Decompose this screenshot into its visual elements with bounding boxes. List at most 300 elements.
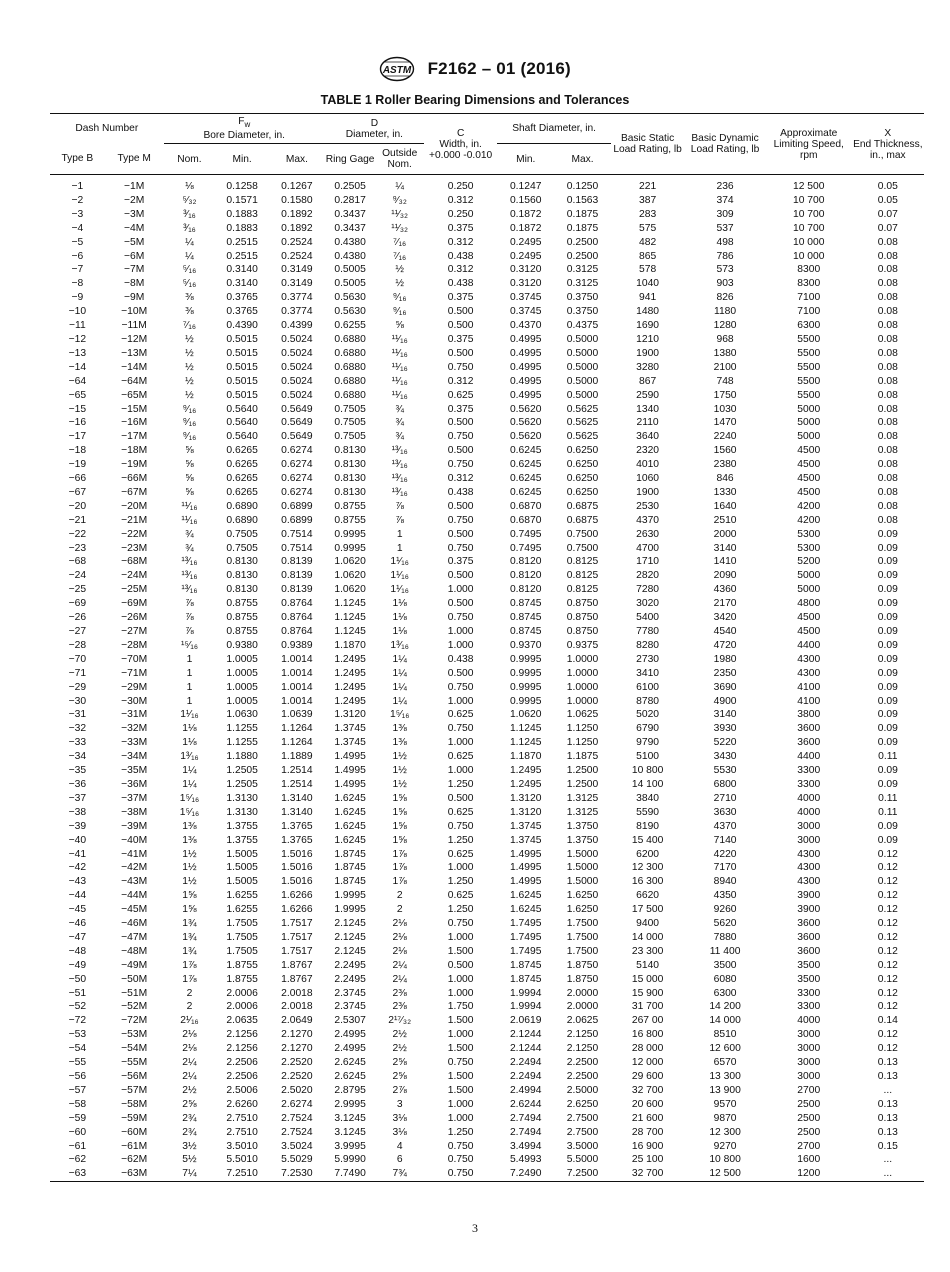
shaft-max-cell: 1.6250	[566, 904, 599, 916]
fw-nom-cell: 1⅛	[182, 723, 197, 735]
fw-nom-cell: ⅝	[185, 473, 194, 485]
fw-nom-cell: ½	[185, 375, 194, 387]
limiting-speed-cell: 5500	[797, 347, 821, 359]
shaft-min-cell: 2.7494	[509, 1112, 542, 1124]
dynamic-load-cell: 9570	[713, 1098, 737, 1110]
dynamic-load-cell: 12 600	[709, 1043, 741, 1055]
static-load-cell: 1340	[636, 403, 660, 415]
static-load-cell: 15 000	[631, 973, 664, 985]
fw-min-cell: 0.9380	[226, 639, 258, 651]
fw-min-cell: 2.5006	[226, 1084, 258, 1096]
end-thickness-header: X End Thickness, in., max	[853, 127, 923, 161]
table-row	[50, 889, 924, 903]
static-load-cell: 31 700	[631, 1001, 664, 1013]
fw-min-cell: 2.2506	[226, 1071, 258, 1082]
shaft-max-cell: 2.5000	[566, 1084, 599, 1096]
type-b-cell: −49	[68, 959, 87, 971]
type-m-cell: −40M	[121, 834, 148, 846]
c-width-cell: 0.500	[447, 598, 474, 610]
dynamic-load-cell: 5620	[713, 918, 737, 930]
shaft-max-cell: 0.8750	[566, 626, 599, 637]
ring-gage-cell: 0.9995	[334, 542, 366, 554]
end-thickness-cell: 0.08	[877, 306, 898, 318]
fw-nom-cell: 2¼	[182, 1071, 197, 1082]
table-row	[50, 1042, 924, 1056]
shaft-max-cell: 1.7500	[566, 918, 599, 930]
ring-gage-cell: 0.6255	[334, 320, 366, 332]
end-thickness-cell: 0.12	[877, 848, 898, 860]
fw-max-cell: 0.3149	[281, 278, 313, 290]
shaft-max-cell: 2.2500	[566, 1071, 599, 1082]
shaft-max-cell: 0.8750	[566, 612, 599, 624]
fw-nom-cell: ½	[185, 389, 194, 401]
limiting-speed-cell: 3000	[797, 1043, 821, 1055]
shaft-min-cell: 0.2495	[509, 236, 542, 248]
shaft-min-cell: 2.0619	[509, 1015, 542, 1027]
fw-max-cell: 1.1264	[281, 737, 313, 749]
dynamic-load-cell: 2510	[713, 514, 737, 526]
c-width-cell: 0.500	[447, 320, 474, 332]
outside-nom-cell: 2½	[392, 1029, 407, 1041]
type-m-cell: −61M	[121, 1140, 148, 1152]
ring-gage-cell: 2.1245	[334, 945, 366, 957]
outside-nom-cell: 1¼	[392, 695, 407, 707]
end-thickness-cell: 0.08	[877, 292, 898, 304]
type-m-cell: −52M	[121, 1001, 148, 1013]
c-width-cell: 0.750	[447, 1154, 474, 1166]
type-m-cell: −17M	[121, 431, 148, 443]
fw-nom-cell: 1	[186, 667, 193, 679]
shaft-min-cell: 0.3745	[509, 292, 542, 304]
shaft-min-cell: 0.6870	[509, 500, 542, 512]
shaft-max-cell: 1.0000	[566, 653, 599, 665]
c-width-cell: 0.625	[447, 890, 474, 902]
end-thickness-cell: 0.12	[877, 890, 898, 902]
dynamic-load-cell: 1030	[713, 403, 737, 415]
fw-max-cell: 0.8139	[281, 584, 313, 596]
type-m-cell: −70M	[121, 653, 148, 665]
shaft-min-cell: 0.4995	[509, 333, 542, 345]
ring-gage-cell: 2.2495	[334, 959, 366, 971]
ring-gage-cell: 1.4995	[334, 751, 366, 763]
outside-nom-cell: 1⅛	[392, 626, 407, 637]
type-m-cell: −2M	[124, 194, 145, 206]
type-b-cell: −30	[68, 695, 87, 707]
shaft-min-cell: 0.9995	[509, 681, 542, 693]
outside-nom-cell: ¹¹⁄₃₂	[391, 208, 409, 220]
shaft-min-cell: 0.7495	[509, 542, 542, 554]
outside-nom-cell: 1	[396, 542, 403, 554]
limiting-speed-cell: 5000	[797, 403, 821, 415]
fw-min-cell: 0.2515	[226, 250, 258, 262]
static-load-cell: 2590	[636, 389, 660, 401]
ring-gage-cell: 0.5630	[334, 292, 366, 304]
fw-min-cell: 1.0005	[226, 653, 258, 665]
shaft-max-cell: 0.6875	[566, 500, 599, 512]
fw-nom-cell: ³⁄₁₆	[183, 208, 196, 220]
dynamic-load-cell: 4220	[713, 848, 737, 860]
fw-min-cell: 0.8130	[226, 556, 258, 568]
ring-gage-cell: 0.8755	[334, 514, 366, 526]
limiting-speed-cell: 5500	[797, 375, 821, 387]
fw-nom-cell: 1¾	[182, 945, 197, 957]
outside-nom-cell: ¼	[395, 181, 404, 192]
outside-nom-cell: 1⅜	[392, 737, 407, 749]
fw-max-cell: 2.2520	[281, 1057, 313, 1069]
table-row	[50, 514, 924, 528]
static-load-cell: 2320	[636, 445, 660, 457]
limiting-speed-cell: 7100	[797, 306, 821, 318]
fw-nom-cell: 1½	[182, 862, 197, 874]
c-width-cell: 1.000	[447, 1029, 474, 1041]
fw-nom-cell: ¹³⁄₁₆	[181, 584, 198, 596]
fw-min-cell: 1.6255	[226, 890, 258, 902]
static-load-cell: 6100	[636, 681, 660, 693]
fw-nom-cell: ¾	[185, 528, 194, 540]
fw-max-cell: 0.6899	[281, 514, 313, 526]
ring-gage-cell: 1.1245	[334, 626, 366, 637]
fw-min-cell: 0.5015	[226, 361, 258, 373]
type-b-cell: −10	[68, 306, 87, 318]
outside-nom-cell: 2⅛	[392, 945, 407, 957]
ring-gage-cell: 1.1245	[334, 612, 366, 624]
dynamic-load-cell: 374	[716, 194, 734, 206]
fw-nom-cell: ³⁄₁₆	[183, 222, 196, 234]
limiting-speed-cell: 4300	[797, 876, 821, 888]
shaft-min-cell: 0.6245	[509, 486, 542, 498]
fw-max-cell: 0.6274	[281, 459, 313, 471]
type-m-cell: −37M	[121, 792, 148, 804]
shaft-min-cell: 2.2494	[509, 1071, 542, 1082]
shaft-max-cell: 1.0000	[566, 695, 599, 707]
dynamic-load-cell: 786	[716, 250, 734, 262]
limiting-speed-cell: 4100	[797, 695, 821, 707]
ring-gage-cell: 1.6245	[334, 820, 366, 832]
dynamic-load-header: Basic Dynamic Load Rating, lb	[690, 133, 760, 155]
outside-nom-cell: 2⅝	[392, 1057, 407, 1069]
logo-text: ASTM	[382, 65, 412, 76]
shaft-min-cell: 2.7494	[509, 1126, 542, 1138]
shaft-max-cell: 0.7500	[566, 542, 599, 554]
c-width-cell: 0.500	[447, 347, 474, 359]
table-row	[50, 222, 924, 236]
fw-max-cell: 0.2524	[281, 236, 313, 248]
type-m-cell: −7M	[124, 264, 145, 276]
c-width-cell: 0.312	[447, 473, 474, 485]
limiting-speed-cell: 4300	[797, 653, 821, 665]
static-load-cell: 865	[639, 250, 657, 262]
outside-nom-cell: ⁹⁄₃₂	[392, 194, 407, 206]
ring-gage-cell: 0.8130	[334, 459, 366, 471]
table-row	[50, 583, 924, 597]
ring-gage-cell: 7.7490	[334, 1168, 366, 1180]
table-row	[50, 486, 924, 500]
type-b-cell: −34	[68, 751, 87, 763]
fw-nom-cell: 2⅛	[182, 1043, 197, 1055]
c-width-cell: 0.750	[447, 1140, 474, 1152]
static-load-cell: 8190	[636, 820, 660, 832]
c-width-cell: 0.750	[447, 681, 474, 693]
fw-max-header: Max.	[285, 153, 308, 165]
shaft-max-cell: 0.1875	[566, 208, 599, 220]
c-width-cell: 0.625	[447, 806, 474, 818]
static-load-cell: 1040	[636, 278, 660, 290]
shaft-min-cell: 1.8745	[509, 973, 542, 985]
shaft-min-cell: 0.5620	[509, 403, 542, 415]
outside-nom-cell: 1³⁄₁₆	[390, 639, 409, 651]
table-row	[50, 931, 924, 945]
ring-gage-cell: 1.6245	[334, 792, 366, 804]
ring-gage-cell: 1.1870	[334, 639, 366, 651]
table-row	[50, 959, 924, 973]
fw-max-cell: 2.0018	[281, 1001, 313, 1013]
ring-gage-cell: 2.5307	[334, 1015, 366, 1027]
static-load-cell: 1900	[636, 486, 660, 498]
fw-max-cell: 0.5024	[281, 361, 313, 373]
fw-max-cell: 5.5029	[281, 1154, 313, 1166]
fw-min-cell: 0.8130	[226, 570, 258, 582]
fw-max-cell: 2.6274	[281, 1098, 313, 1110]
fw-max-cell: 1.5016	[281, 876, 313, 888]
dynamic-load-cell: 3630	[713, 806, 737, 818]
shaft-min-cell: 0.6870	[509, 514, 542, 526]
shaft-min-cell: 0.6245	[509, 445, 542, 457]
outside-nom-cell: 1¹⁄₁₆	[390, 556, 409, 568]
shaft-max-cell: 2.6250	[566, 1098, 599, 1110]
static-load-cell: 21 600	[631, 1112, 664, 1124]
fw-min-cell: 2.1256	[226, 1043, 258, 1055]
shaft-min-cell: 1.4995	[509, 876, 542, 888]
fw-max-cell: 1.0639	[281, 709, 313, 721]
dash-number-header: Dash Number	[75, 123, 139, 135]
type-m-cell: −47M	[121, 931, 148, 943]
type-b-cell: −18	[68, 445, 87, 457]
table-row	[50, 903, 924, 917]
dynamic-load-cell: 2240	[713, 431, 737, 443]
limiting-speed-cell: 3000	[797, 820, 821, 832]
outside-nom-cell: ¾	[395, 403, 404, 415]
ring-gage-cell: 0.6880	[334, 375, 366, 387]
end-thickness-cell: 0.11	[878, 806, 898, 818]
c-width-header: C Width, in. +0.000 -0.010	[429, 127, 493, 161]
c-width-cell: 1.500	[447, 1071, 474, 1082]
fw-max-cell: 0.5649	[281, 403, 313, 415]
fw-nom-cell: ⅝	[185, 486, 194, 498]
ring-gage-cell: 1.0620	[334, 556, 366, 568]
ring-gage-cell: 1.4995	[334, 778, 366, 790]
shaft-min-cell: 2.6244	[509, 1098, 542, 1110]
fw-max-cell: 1.0014	[281, 695, 313, 707]
shaft-max-cell: 0.5000	[566, 347, 599, 359]
ring-gage-cell: 2.3745	[334, 1001, 366, 1013]
type-m-cell: −65M	[121, 389, 148, 401]
limiting-speed-cell: 5500	[797, 389, 821, 401]
table-row	[50, 1140, 924, 1154]
type-m-cell: −42M	[121, 862, 148, 874]
end-thickness-cell: 0.15	[877, 1140, 898, 1152]
outside-nom-cell: ¹¹⁄₁₆	[391, 347, 408, 359]
limiting-speed-cell: 10 700	[792, 194, 825, 206]
fw-nom-cell: ⁹⁄₁₆	[182, 431, 197, 443]
shaft-min-cell: 1.9994	[509, 987, 542, 999]
dynamic-load-cell: 4370	[713, 820, 737, 832]
static-load-header: Basic Static Load Rating, lb	[613, 133, 682, 155]
shaft-max-cell: 0.7500	[566, 528, 599, 540]
outside-nom-cell: 1⅝	[392, 834, 407, 846]
table-row	[50, 625, 924, 639]
fw-min-cell: 1.7505	[226, 931, 258, 943]
type-m-cell: −31M	[121, 709, 148, 721]
shaft-min-header: Min.	[516, 153, 536, 165]
end-thickness-cell: 0.09	[877, 667, 898, 679]
type-m-cell: −26M	[121, 612, 148, 624]
fw-nom-cell: 1¾	[182, 918, 197, 930]
table-row	[50, 1153, 924, 1167]
type-b-cell: −2	[71, 194, 84, 206]
table-row	[50, 444, 924, 458]
end-thickness-cell: 0.13	[877, 1126, 898, 1138]
type-b-cell: −35	[68, 765, 87, 777]
fw-nom-cell: ⅛	[185, 181, 194, 192]
outside-nom-cell: 2⅜	[392, 987, 407, 999]
static-load-cell: 23 300	[631, 945, 664, 957]
dynamic-load-cell: 6800	[713, 778, 737, 790]
fw-min-cell: 1.1880	[226, 751, 258, 763]
fw-max-cell: 0.1892	[281, 222, 313, 234]
shaft-max-cell: 0.3125	[566, 278, 599, 290]
static-load-cell: 7280	[636, 584, 660, 596]
shaft-min-cell: 0.5620	[509, 417, 542, 429]
end-thickness-cell: 0.12	[877, 1001, 898, 1013]
end-thickness-cell: 0.09	[877, 542, 898, 554]
ring-gage-cell: 0.4380	[334, 236, 366, 248]
limiting-speed-cell: 4400	[797, 639, 821, 651]
shaft-min-cell: 2.4994	[509, 1084, 542, 1096]
limiting-speed-cell: 4000	[797, 1015, 821, 1027]
static-load-cell: 16 900	[631, 1140, 664, 1152]
fw-nom-cell: 2½	[182, 1084, 197, 1096]
fw-min-cell: 0.6890	[226, 500, 258, 512]
fw-max-cell: 1.0014	[281, 667, 313, 679]
end-thickness-cell: 0.08	[877, 320, 898, 332]
dynamic-load-cell: 968	[716, 333, 734, 345]
fw-nom-cell: 1³⁄₁₆	[180, 751, 199, 763]
outside-nom-cell: 1¼	[392, 653, 407, 665]
shaft-diameter-header: Shaft Diameter, in.	[497, 114, 611, 144]
table-row	[50, 722, 924, 736]
shaft-max-cell: 0.8125	[566, 570, 599, 582]
fw-nom-cell: 1½	[182, 848, 197, 860]
type-b-cell: −43	[68, 876, 87, 888]
limiting-speed-cell: 3600	[797, 737, 821, 749]
static-load-cell: 5140	[636, 959, 660, 971]
document-header	[0, 56, 950, 82]
shaft-max-cell: 1.3125	[566, 792, 599, 804]
shaft-min-cell: 0.5620	[509, 431, 542, 443]
dynamic-load-cell: 12 500	[709, 1168, 741, 1180]
outside-nom-cell: 1⅛	[392, 598, 407, 610]
type-b-cell: −5	[71, 236, 84, 248]
shaft-max-cell: 0.6250	[566, 459, 599, 471]
type-b-cell: −36	[68, 778, 87, 790]
c-width-cell: 0.500	[447, 570, 474, 582]
dynamic-load-cell: 3140	[713, 542, 737, 554]
ring-gage-cell: 2.2495	[334, 973, 366, 985]
type-b-cell: −68	[68, 556, 87, 568]
fw-nom-cell: ⁵⁄₁₆	[182, 278, 197, 290]
fw-max-cell: 0.9389	[281, 639, 313, 651]
table-row	[50, 333, 924, 347]
c-width-cell: 0.500	[447, 959, 474, 971]
ring-gage-cell: 0.3437	[334, 208, 366, 220]
astm-logo-icon	[379, 56, 415, 82]
type-m-cell: −28M	[121, 639, 148, 651]
type-b-cell: −20	[68, 500, 87, 512]
fw-min-cell: 2.0006	[226, 1001, 258, 1013]
fw-nom-cell: 1	[186, 653, 193, 665]
fw-nom-cell: 1⅞	[182, 973, 197, 985]
shaft-max-cell: 0.5000	[566, 361, 599, 373]
dynamic-load-cell: 3420	[713, 612, 737, 624]
outside-nom-cell: 4	[396, 1140, 403, 1152]
c-width-cell: 1.750	[447, 1001, 474, 1013]
fw-nom-cell: ¾	[185, 542, 194, 554]
c-width-cell: 0.500	[447, 445, 474, 457]
table-row	[50, 361, 924, 375]
fw-nom-cell: 2¹⁄₁₆	[180, 1015, 199, 1027]
type-m-cell: −1M	[124, 181, 145, 192]
type-m-cell: −4M	[124, 222, 145, 234]
c-width-cell: 0.625	[447, 389, 474, 401]
ring-gage-cell: 2.6245	[334, 1057, 366, 1069]
ring-gage-cell: 2.3745	[334, 987, 366, 999]
static-load-cell: 20 600	[631, 1098, 664, 1110]
ring-gage-cell: 0.8755	[334, 500, 366, 512]
fw-min-cell: 0.5015	[226, 389, 258, 401]
static-load-cell: 16 800	[631, 1029, 664, 1041]
fw-min-cell: 0.5640	[226, 417, 258, 429]
shaft-min-cell: 0.1872	[509, 208, 542, 220]
fw-min-cell: 1.3130	[226, 792, 258, 804]
dynamic-load-cell: 6300	[713, 987, 737, 999]
shaft-min-cell: 3.4994	[509, 1140, 542, 1152]
type-b-cell: −22	[68, 528, 87, 540]
type-m-cell: −49M	[121, 959, 148, 971]
outside-nom-cell: ¹¹⁄₃₂	[391, 222, 409, 234]
limiting-speed-cell: 5000	[797, 570, 821, 582]
type-m-cell: −36M	[121, 778, 148, 790]
ring-gage-cell: 2.1245	[334, 931, 366, 943]
shaft-min-cell: 0.1247	[509, 181, 542, 192]
type-m-cell: −16M	[121, 417, 148, 429]
dynamic-load-cell: 1380	[713, 347, 737, 359]
shaft-max-cell: 2.2500	[566, 1057, 599, 1069]
shaft-min-cell: 1.7495	[509, 918, 542, 930]
fw-max-cell: 1.7517	[281, 931, 313, 943]
c-width-cell: 0.438	[447, 653, 474, 665]
fw-max-cell: 0.7514	[281, 528, 313, 540]
type-m-cell: −6M	[124, 250, 145, 262]
c-width-cell: 1.500	[447, 1015, 474, 1027]
static-load-cell: 6200	[636, 848, 660, 860]
dynamic-load-cell: 498	[716, 236, 734, 248]
c-width-cell: 0.750	[447, 918, 474, 930]
outside-nom-cell: ⁹⁄₁₆	[392, 292, 407, 304]
fw-max-cell: 1.5016	[281, 848, 313, 860]
static-load-cell: 1480	[636, 306, 660, 318]
fw-min-cell: 1.0630	[226, 709, 258, 721]
type-b-cell: −25	[68, 584, 87, 596]
